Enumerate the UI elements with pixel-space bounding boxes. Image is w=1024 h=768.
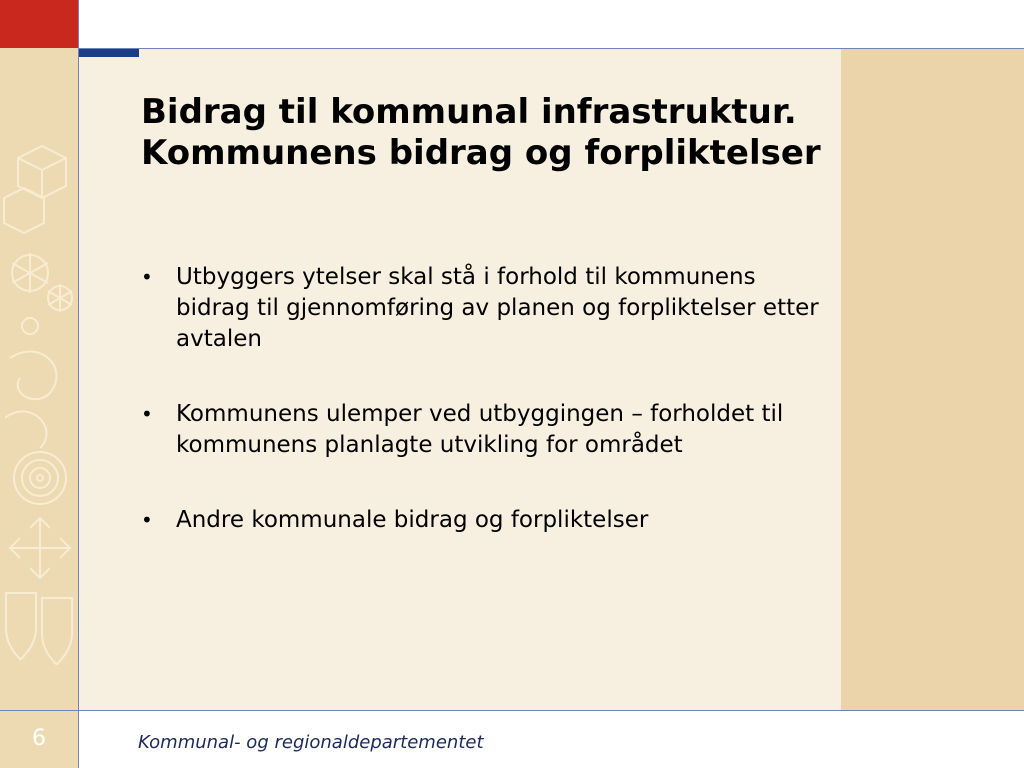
bullet-text: Utbyggers ytelser skal stå i forhold til kommunens bidrag til gjennomføring av planen og forpliktelser etter avtalen — [176, 264, 819, 352]
slide-title: Bidrag til kommunal infrastruktur. Kommunens bidrag og forpliktelser — [141, 92, 821, 173]
bullet-marker: • — [141, 402, 153, 426]
bullet-item — [141, 505, 821, 536]
bullet-item — [141, 262, 821, 355]
bullet-text: Kommunens ulemper ved utbyggingen – forholdet til kommunens planlagte utvikling for området — [176, 401, 784, 458]
footer-divider — [0, 710, 1024, 711]
page-number: 6 — [32, 726, 46, 751]
bullet-marker: • — [141, 508, 153, 532]
bullet-item — [141, 399, 821, 461]
bullet-list — [141, 262, 821, 580]
bullet-marker: • — [141, 265, 153, 289]
brand-blue-tab — [79, 49, 139, 57]
decorative-pattern-icon — [0, 48, 78, 710]
footer-organization: Kommunal- og regionaldepartementet — [138, 732, 484, 753]
brand-red-block — [0, 0, 78, 48]
decorative-pattern-strip — [0, 48, 78, 710]
bullet-text: Andre kommunale bidrag og forpliktelser — [176, 507, 649, 533]
right-side-panel — [841, 49, 1024, 710]
